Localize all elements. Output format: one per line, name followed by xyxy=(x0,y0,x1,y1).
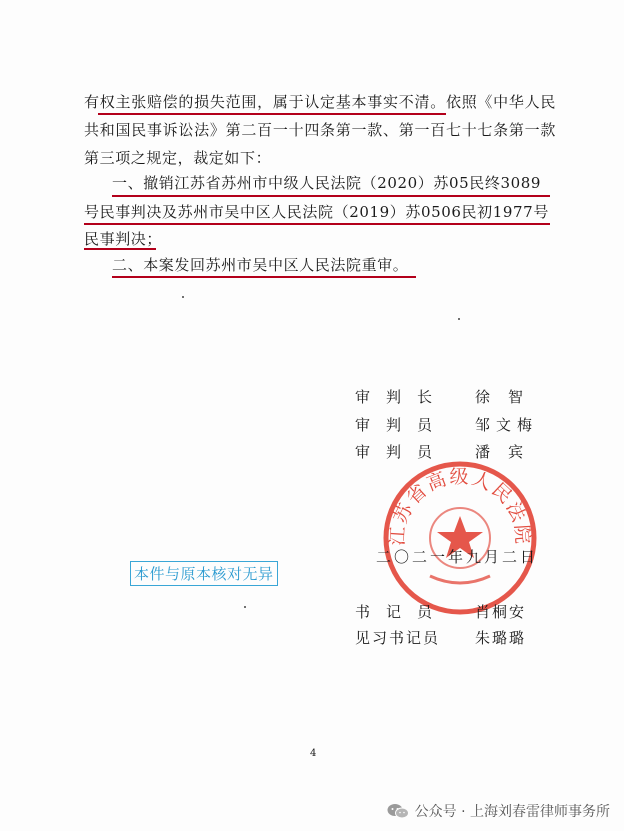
clerk-name: 肖桐安 xyxy=(475,603,527,621)
ruling-1-line-3: 民事判决； xyxy=(84,230,163,248)
svg-text:江苏省高级人民法院: 江苏省高级人民法院 xyxy=(386,466,534,547)
ruling-1-line-1: 一、撤销江苏省苏州市中级人民法院（2020）苏05民终3089 xyxy=(112,174,542,192)
red-underline xyxy=(98,113,446,115)
clerk-row xyxy=(355,601,575,621)
red-underline xyxy=(112,195,550,197)
court-seal-icon xyxy=(380,458,540,618)
footer-source-text: 公众号 · 上海刘春雷律师事务所 xyxy=(414,804,610,820)
scan-mark xyxy=(244,606,246,608)
ruling-1-line-2: 号民事判决及苏州市吴中区人民法院（2019）苏0506民初1977号 xyxy=(84,203,549,221)
clerk-role: 书记员 xyxy=(355,603,449,621)
ruling-date: 二〇二一年九月二日 xyxy=(376,548,539,566)
signature-name: 潘宾 xyxy=(475,443,542,461)
signature-role: 审判员 xyxy=(355,443,449,461)
scan-mark xyxy=(182,296,184,298)
red-underline xyxy=(84,248,156,250)
ruling-2: 二、本案发回苏州市吴中区人民法院重审。 xyxy=(112,256,409,274)
page-number: 4 xyxy=(310,748,317,759)
wechat-footer[interactable] xyxy=(387,801,610,821)
signature-role: 审判长 xyxy=(355,388,449,406)
red-underline xyxy=(112,276,416,278)
scan-mark xyxy=(458,318,460,320)
clerk-role: 见习书记员 xyxy=(355,629,441,647)
signature-name: 徐智 xyxy=(475,388,542,406)
signature-row xyxy=(355,386,575,406)
clerk-row xyxy=(355,627,575,647)
clerk-name: 朱璐璐 xyxy=(475,629,527,647)
signature-name: 邹文梅 xyxy=(475,416,539,434)
signature-role: 审判员 xyxy=(355,416,449,434)
signature-row xyxy=(355,441,575,461)
body-paragraph xyxy=(84,88,556,172)
signature-row xyxy=(355,414,575,434)
red-underline xyxy=(84,223,550,225)
wechat-icon xyxy=(387,803,409,819)
paragraph-text: 有权主张赔偿的损失范围，属于认定基本事实不清。依照《中华人民共和国民事诉讼法》第二百一十四条第一款、第一百七十七条第一款第三项之规定，裁定如下： xyxy=(84,93,556,167)
copy-verified-stamp: 本件与原本核对无异 xyxy=(130,561,278,586)
